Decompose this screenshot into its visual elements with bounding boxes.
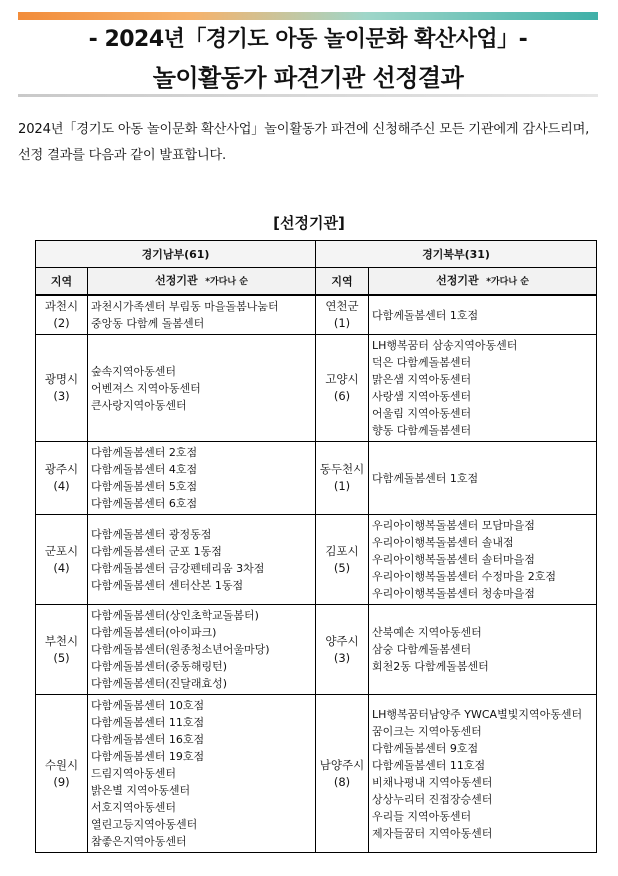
south-region-count: (3) [53,389,70,403]
north-region-cell [316,442,369,515]
org-item: 숲속지역아동센터 [91,364,177,378]
header-color-bar [18,12,598,20]
org-item: 덕은 다함께돌봄센터 [372,356,472,369]
org-item: 다함께돌봄센터(아이파크) [91,626,217,639]
org-item: 다함께돌봄센터(진달래효성) [91,677,228,690]
org-item: 서호지역아동센터 [91,801,177,814]
north-orgs-cell [369,335,597,442]
org-item: 다함께돌봄센터 군포 1동점 [91,544,222,558]
org-item: 다함께돌봄센터 16호점 [91,733,205,746]
south-region-cell [36,442,88,515]
org-item: 다함께돌봄센터(상인초학교돌봄터) [91,609,259,622]
north-orgs-cell [369,442,597,515]
org-item: 과천시가족센터 부림동 마을돌봄나눔터 [91,300,279,313]
org-item: 회천2동 다함께돌봄센터 [372,660,489,673]
org-item: 사랑샘 지역아동센터 [372,390,472,403]
south-orgs-cell [88,695,316,853]
south-region-count: (2) [53,316,70,330]
page-title-line2: 놀이활동가 파견기관 선정결과 [152,64,464,92]
title-divider [18,94,598,97]
north-region-cell [316,605,369,695]
org-item: 다함께돌봄센터 6호점 [91,497,198,510]
org-item: 다함께돌봄센터(원종청소년어울마당) [91,643,270,656]
south-region-cell [36,515,88,605]
south-header: 경기남부(61) [36,241,316,268]
org-item: 드림지역아동센터 [91,767,177,780]
org-item: 다함께돌봄센터 광정동점 [91,527,212,541]
north-region-count: (3) [333,650,351,665]
north-region-name: 동두천시 [319,462,365,476]
org-item: 삼숭 다함께돌봄센터 [372,643,472,656]
south-orgs-cell [88,442,316,515]
org-item: 중앙동 다함께 돌봄센터 [91,317,205,330]
org-item: 다함께돌봄센터 금강펜테리움 3차점 [91,561,265,575]
col-orgs-north: 선정기관 *가다나 순 [369,268,597,296]
south-region-name: 과천시 [44,299,79,313]
org-item: 다함께돌봄센터 센터산본 1동점 [91,578,244,592]
page-title-line1: - 2024년「경기도 아동 놀이문화 확산사업」- [88,27,528,52]
org-item: 열린고등지역아동센터 [91,818,198,831]
south-orgs-cell [88,295,316,335]
south-orgs-cell [88,605,316,695]
north-region-count: (5) [333,560,351,575]
north-region-name: 양주시 [325,633,359,648]
org-item: 상상누리터 진접장승센터 [372,792,493,806]
org-item: LH행복꿈터 삼송지역아동센터 [372,339,518,352]
south-orgs-cell [88,335,316,442]
north-orgs-cell [369,695,597,853]
org-item: 제자들꿈터 지역아동센터 [372,826,493,840]
south-region-name: 군포시 [44,543,79,558]
org-item: 다함께돌봄센터 11호점 [91,716,205,729]
col-region-north: 지역 [316,268,369,296]
north-region-count: (1) [333,316,351,330]
north-region-cell [316,335,369,442]
south-region-cell [36,605,88,695]
south-region-cell [36,695,88,853]
org-item: 어울림 지역아동센터 [372,407,472,420]
org-item: 다함께돌봄센터(중동해링턴) [91,660,228,673]
org-item: 다함께돌봄센터 1호점 [372,471,479,485]
org-item: 다함께돌봄센터 11호점 [372,758,486,772]
north-region-name: 연천군 [325,299,359,313]
org-item: 큰사랑지역아동센터 [91,398,187,412]
org-item: 우리아이행복돌봄센터 수정마을 2호점 [372,570,557,583]
south-region-count: (4) [53,560,70,575]
intro-text: 2024년「경기도 아동 놀이문화 확산사업」놀이활동가 파견에 신청해주신 모든 기관에게 감사드리며, 선정 결과를 다음과 같이 발표합니다. [18,122,590,163]
table-row [36,295,597,335]
south-region-name: 수원시 [44,757,79,772]
table-row [36,695,597,853]
org-item: 다함께돌봄센터 1호점 [372,308,479,322]
org-item: 다함께돌봄센터 4호점 [91,463,198,476]
north-region-count: (6) [333,389,351,403]
org-item: 우리아이행복돌봄센터 솔내점 [372,536,514,549]
org-item: 어벤져스 지역아동센터 [91,381,201,395]
north-region-cell [316,515,369,605]
north-orgs-cell [369,515,597,605]
north-orgs-cell [369,295,597,335]
org-item: LH행복꿈터남양주 YWCA별빛지역아동센터 [372,707,583,721]
table-row [36,335,597,442]
org-item: 다함께돌봄센터 10호점 [91,699,205,712]
north-region-name: 남양주시 [319,757,365,772]
org-item: 참좋은지역아동센터 [91,835,187,848]
south-region-cell [36,335,88,442]
table-body [36,295,597,853]
selection-table [35,240,597,853]
north-region-count: (1) [333,479,351,493]
north-region-name: 김포시 [325,543,359,558]
south-region-cell [36,295,88,335]
org-item: 밝은별 지역아동센터 [91,784,191,797]
north-header: 경기북부(31) [316,241,597,268]
col-orgs-south: 선정기관 *가다나 순 [88,268,316,296]
org-item: 다함께돌봄센터 19호점 [91,750,205,763]
org-item: 비채나평내 지역아동센터 [372,775,493,789]
south-region-name: 광주시 [44,462,79,476]
table-row [36,515,597,605]
org-item: 다함께돌봄센터 5호점 [91,480,198,493]
south-region-name: 부천시 [44,633,79,648]
north-region-name: 고양시 [325,372,359,386]
col-region-south: 지역 [36,268,88,296]
north-region-cell [316,295,369,335]
org-item: 향동 다함께돌봄센터 [372,424,472,437]
north-region-cell [316,695,369,853]
org-item: 다함께돌봄센터 2호점 [91,446,198,459]
org-item: 산북예손 지역아동센터 [372,626,482,639]
org-item: 맑은샘 지역아동센터 [372,373,472,386]
south-region-count: (4) [53,479,70,493]
org-item: 다함께돌봄센터 9호점 [372,741,479,755]
south-region-name: 광명시 [44,372,79,386]
org-item: 꿈이크는 지역아동센터 [372,724,482,738]
south-region-count: (5) [53,650,70,665]
org-item: 우리들 지역아동센터 [372,809,472,823]
org-item: 우리아이행복돌봄센터 청송마을점 [372,587,535,600]
north-orgs-cell [369,605,597,695]
table-row [36,442,597,515]
north-region-count: (8) [333,774,351,789]
south-region-count: (9) [53,774,70,789]
org-item: 우리아이행복돌봄센터 솔터마을점 [372,553,535,566]
org-item: 우리아이행복돌봄센터 모담마을점 [372,519,535,532]
table-row [36,605,597,695]
section-title: [선정기관] [273,214,345,232]
south-orgs-cell [88,515,316,605]
